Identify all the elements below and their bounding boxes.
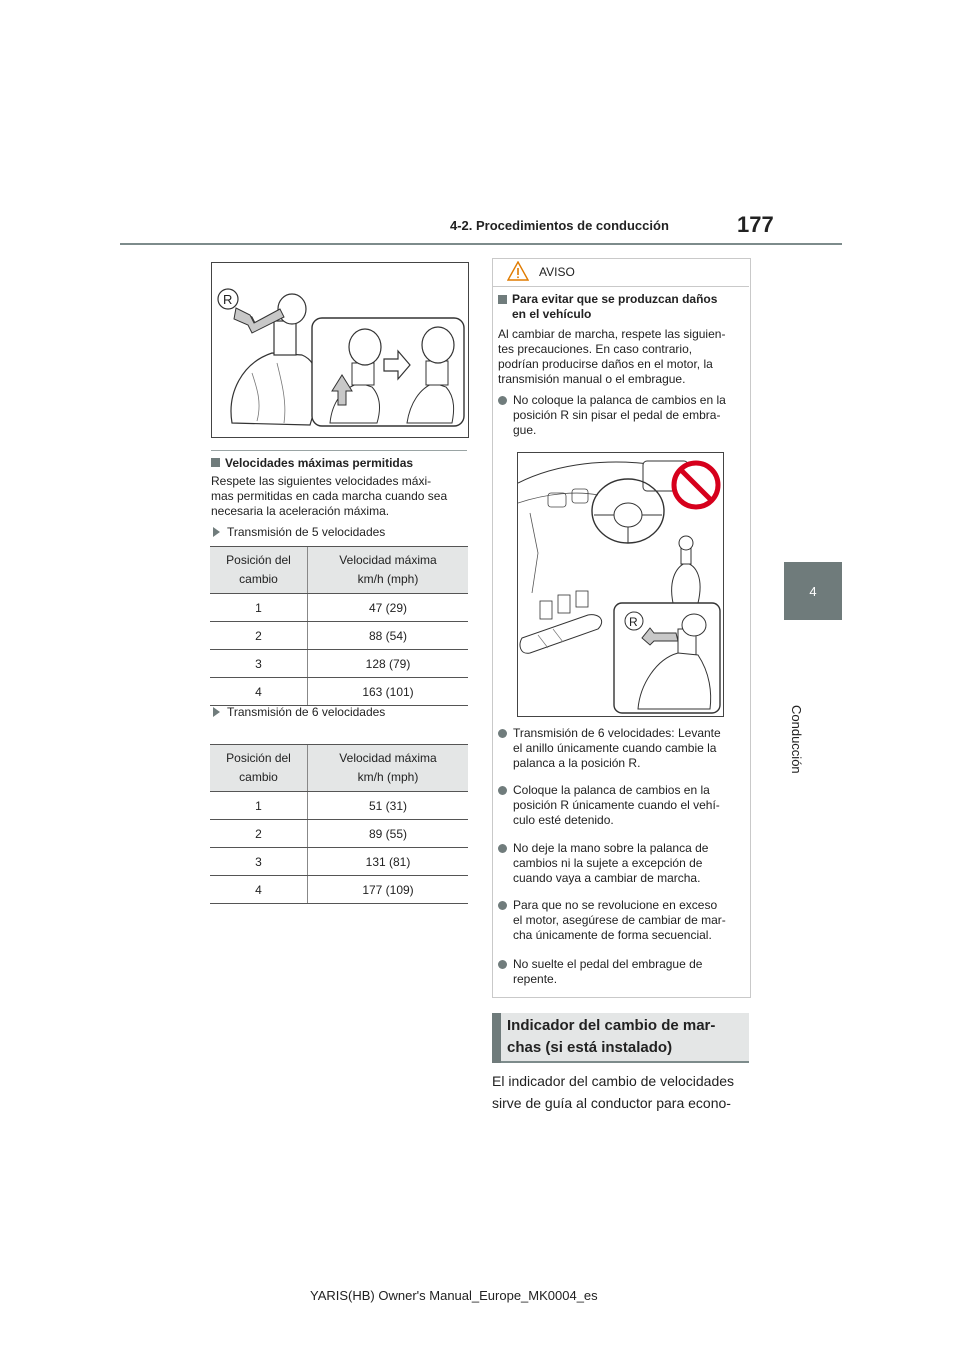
- table5-col2-header: Velocidad máxima km/h (mph): [308, 547, 469, 594]
- warning-bullet: [498, 957, 730, 987]
- warning-intro: Al cambiar de marcha, respete las siguien- tes precauciones. En caso contrario, podrían producirse daños en el motor, la transmisión manual o el embrague.: [498, 327, 726, 386]
- table-row: [210, 876, 468, 904]
- bullet-dot-icon: [498, 396, 507, 405]
- gear-cell: 2: [210, 820, 308, 848]
- table-row: [210, 792, 468, 820]
- indicator-text: El indicador del cambio de velocidades sirve de guía al conductor para econo-: [492, 1073, 735, 1111]
- table6-col1-header: Posición del cambio: [210, 745, 308, 792]
- gear-cell: 4: [210, 678, 308, 706]
- gear-r-label-2: R: [629, 615, 638, 629]
- table-row: [210, 594, 468, 622]
- bullet-dot-icon: [498, 901, 507, 910]
- gear-cell: 1: [210, 594, 308, 622]
- gear-cell: 3: [210, 848, 308, 876]
- table-row: [210, 650, 468, 678]
- warning-bullet: [498, 783, 730, 828]
- no-entry-icon: [674, 463, 718, 507]
- car-interior-illustration: [518, 453, 723, 716]
- speed-cell: 88 (54): [308, 622, 469, 650]
- speed-section-heading-text: Velocidades máximas permitidas: [225, 456, 414, 470]
- speed-cell: 163 (101): [308, 678, 469, 706]
- car-interior-figure: [517, 452, 724, 717]
- gear-cell: 4: [210, 876, 308, 904]
- table-row: [210, 848, 468, 876]
- speed-table-6: [210, 744, 468, 904]
- warning-heading: [498, 292, 738, 322]
- warning-title: AVISO: [539, 265, 575, 279]
- bullet-dot-icon: [498, 960, 507, 969]
- speed-cell: 177 (109): [308, 876, 469, 904]
- table5-caption-text: Transmisión de 5 velocidades: [227, 525, 386, 539]
- table6-caption-text: Transmisión de 6 velocidades: [227, 705, 386, 719]
- bullet-dot-icon: [498, 729, 507, 738]
- warning-bullet: [498, 393, 730, 438]
- table5-col1-header: Posición del cambio: [210, 547, 308, 594]
- warning-bullet: [498, 898, 730, 943]
- bullet-text: No deje la mano sobre la palanca de cambios ni la sujete a excepción de cuando vaya a cambiar de marcha.: [513, 841, 709, 885]
- header-rule: [120, 243, 842, 245]
- indicator-heading: Indicador del cambio de mar- chas (si está instalado): [507, 1017, 716, 1056]
- speed-cell: 89 (55): [308, 820, 469, 848]
- bullet-text: Coloque la palanca de cambios en la posición R únicamente cuando el vehí- culo esté detenido.: [513, 783, 720, 827]
- bullet-text: Para que no se revolucione en exceso el motor, asegúrese de cambiar de mar- cha únicamente de forma secuencial.: [513, 898, 726, 942]
- section-rule: [211, 450, 467, 451]
- speed-section-heading: [211, 456, 413, 470]
- triangle-bullet-icon: [213, 707, 220, 717]
- page-number: 177: [737, 212, 774, 237]
- bullet-text: No coloque la palanca de cambios en la posición R sin pisar el pedal de embra- gue.: [513, 393, 726, 437]
- table-row: [210, 820, 468, 848]
- bullet-text: Transmisión de 6 velocidades: Levante el anillo únicamente cuando cambie la palanca a la posición R.: [513, 726, 721, 770]
- gear-shift-illustration: [212, 263, 468, 437]
- bullet-dot-icon: [498, 844, 507, 853]
- chapter-label: Conducción: [789, 705, 804, 774]
- warning-bullet: [498, 726, 730, 771]
- chapter-label-wrap: [782, 625, 842, 774]
- warning-heading-text: Para evitar que se produzcan daños en el vehículo: [512, 292, 718, 321]
- indicator-heading-bar: [492, 1013, 501, 1063]
- footer-text: YARIS(HB) Owner's Manual_Europe_MK0004_es: [310, 1288, 598, 1303]
- gear-shift-figure: [211, 262, 469, 438]
- speed-table-5: [210, 546, 468, 706]
- warning-triangle-icon: [507, 261, 529, 281]
- triangle-bullet-icon: [213, 527, 220, 537]
- warning-header: [492, 258, 749, 287]
- chapter-tab: [784, 562, 842, 620]
- section-title: 4-2. Procedimientos de conducción: [450, 218, 669, 233]
- speed-cell: 51 (31): [308, 792, 469, 820]
- table-row: [210, 622, 468, 650]
- bullet-dot-icon: [498, 786, 507, 795]
- gear-cell: 3: [210, 650, 308, 678]
- table5-caption: [213, 525, 385, 540]
- speed-cell: 47 (29): [308, 594, 469, 622]
- table6-col2-header: Velocidad máxima km/h (mph): [308, 745, 469, 792]
- warning-bullet: [498, 841, 730, 886]
- gear-r-label: R: [223, 292, 233, 307]
- gear-cell: 2: [210, 622, 308, 650]
- speed-cell: 128 (79): [308, 650, 469, 678]
- gear-cell: 1: [210, 792, 308, 820]
- chapter-number: 4: [809, 583, 817, 599]
- speed-cell: 131 (81): [308, 848, 469, 876]
- square-bullet-icon: [211, 458, 220, 467]
- square-bullet-icon: [498, 295, 507, 304]
- bullet-text: No suelte el pedal del embrague de repente.: [513, 957, 703, 986]
- table6-caption: [213, 705, 385, 720]
- speed-intro-text: Respete las siguientes velocidades máxi- mas permitidas en cada marcha cuando sea necesaria la aceleración máxima.: [211, 474, 448, 518]
- table-row: [210, 678, 468, 706]
